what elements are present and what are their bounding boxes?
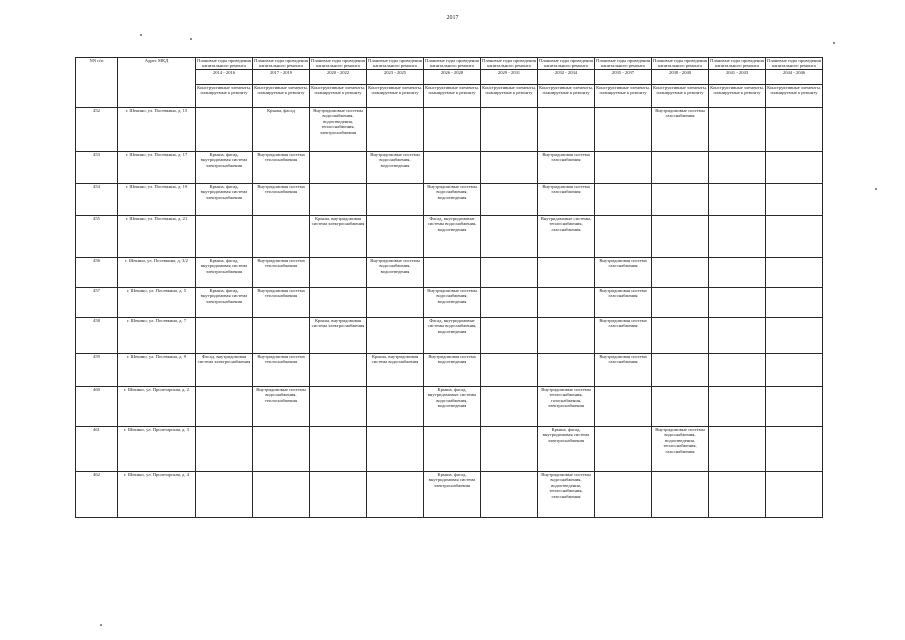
repair-cell: Внутридомовая система газоснабжения [595,258,652,288]
repair-cell [595,216,652,258]
table-row [76,216,823,258]
row-address: г. Шекино, ул. Посевкина, д. 15 [118,108,196,152]
period-label: Плановые годы проведения капитального ремонта [368,58,422,69]
period-range: 2023 - 2025 [367,69,423,75]
repair-cell [367,427,424,472]
period-label: Плановые годы проведения капитального ремонта [596,58,650,69]
repair-cell: Внутридомовая система теплоснабжения [253,152,310,184]
repair-cell: Внутридомовые системы водоснабжения, водоотведения [424,184,481,216]
column-header-period [709,58,766,85]
repair-cell [766,216,823,258]
period-range: 2014 - 2016 [196,69,252,75]
repair-cell [196,216,253,258]
repair-cell [652,152,709,184]
repair-cell: Внутридомовая система водоотведения [424,354,481,387]
period-label: Плановые годы проведения капитального ремонта [539,58,593,69]
repair-cell [709,354,766,387]
row-number: 459 [76,354,118,387]
repair-cell: Крыша, фасад, внутридомовые системы водоснабжения, водоотведения [424,387,481,427]
table-row [76,387,823,427]
repair-cell [196,108,253,152]
period-label: Плановые годы проведения капитального ремонта [767,58,821,69]
repair-cell [310,288,367,318]
repair-cell [253,427,310,472]
repair-cell: Внутридомовая система газоснабжения [595,318,652,354]
repair-cell: Внутридомовая система газоснабжения [538,152,595,184]
scan-speck [875,188,877,190]
repair-cell [310,387,367,427]
repair-cell [595,184,652,216]
repair-cell [652,184,709,216]
row-number: 456 [76,258,118,288]
repair-cell [538,354,595,387]
repair-cell [652,387,709,427]
repair-cell [766,108,823,152]
table-row [76,354,823,387]
period-range: 2041 - 2043 [709,69,765,75]
column-header-components: Конструктивные элементы, планируемые к ремонту [538,85,595,108]
repair-cell [196,387,253,427]
repair-cell [481,216,538,258]
repair-cell [766,354,823,387]
column-header-period [367,58,424,85]
row-number: 462 [76,472,118,518]
row-address: г. Шекино, ул. Посевкина, д. 5 [118,288,196,318]
repair-cell [538,318,595,354]
column-header-components: Конструктивные элементы, планируемые к ремонту [481,85,538,108]
repair-cell [310,184,367,216]
repair-cell [481,318,538,354]
repair-cell [766,427,823,472]
column-header-components: Конструктивные элементы, планируемые к ремонту [310,85,367,108]
period-label: Плановые годы проведения капитального ремонта [482,58,536,69]
column-header-components: Конструктивные элементы, планируемые к ремонту [766,85,823,108]
row-number: 461 [76,427,118,472]
period-label: Плановые годы проведения капитального ремонта [311,58,365,69]
repair-cell: Фасад, внутридомовые системы водоснабжения, водоотведения [424,216,481,258]
repair-cell [253,472,310,518]
repair-cell: Внутридомовые системы водоснабжения, водоотведения [367,152,424,184]
repair-cell [766,387,823,427]
row-number: 454 [76,184,118,216]
row-address: г. Шекино, ул. Посевкина, д. 17 [118,152,196,184]
repair-cell: Внутридомовая система теплоснабжения [253,258,310,288]
repair-cell: Крыша, внутридомовая система электроснабжения [310,318,367,354]
table-row [76,288,823,318]
period-range: 2020 - 2022 [310,69,366,75]
repair-cell [595,472,652,518]
period-label: Плановые годы проведения капитального ремонта [254,58,308,69]
period-label: Плановые годы проведения капитального ремонта [710,58,764,69]
column-header-components: Конструктивные элементы, планируемые к ремонту [709,85,766,108]
repair-cell [367,288,424,318]
repair-cell [652,216,709,258]
repair-cell [253,318,310,354]
repair-cell: Фасад, внутридомовая система электроснабжения [196,354,253,387]
repair-cell [538,288,595,318]
repair-cell: Внутридомовая система теплоснабжения [253,354,310,387]
column-header-period [652,58,709,85]
repair-cell: Крыша, внутридомовая система водоснабжения [367,354,424,387]
repair-cell [709,258,766,288]
row-number: 457 [76,288,118,318]
column-header-period [538,58,595,85]
repair-cell: Внутридомовые системы газоснабжения [652,108,709,152]
period-label: Плановые годы проведения капитального ремонта [425,58,479,69]
table-row [76,184,823,216]
repair-cell: Внутридомовые системы водоснабжения, водоотведения, теплоснабжения, электроснабжения [310,108,367,152]
repair-cell [709,472,766,518]
row-number: 458 [76,318,118,354]
repair-cell: Крыша, фасад, внутридомовая система электроснабжения [196,258,253,288]
row-address: г. Шекино, ул. Посевкина, д. 3/2 [118,258,196,288]
row-number: 455 [76,216,118,258]
period-label: Плановые годы проведения капитального ремонта [653,58,707,69]
row-address: г. Шекино, ул. Пролетарская, д. 3 [118,427,196,472]
repair-cell [766,288,823,318]
repair-cell [481,108,538,152]
repair-cell [709,387,766,427]
table-row [76,318,823,354]
row-number: 452 [76,108,118,152]
repair-cell: Фасад, внутридомовые системы водоснабжения, водоотведения [424,318,481,354]
row-address: г. Шекино, ул. Посевкина, д. 21 [118,216,196,258]
repair-cell [709,184,766,216]
repair-cell [196,472,253,518]
repair-cell [481,184,538,216]
column-header-components: Конструктивные элементы, планируемые к ремонту [253,85,310,108]
repair-cell [709,152,766,184]
repair-cell [766,318,823,354]
column-header-components: Конструктивные элементы, планируемые к ремонту [595,85,652,108]
repair-cell [766,258,823,288]
repair-cell [367,472,424,518]
repair-cell: Крыша, внутридомовая система электроснабжения [310,216,367,258]
repair-cell [709,318,766,354]
row-number: 453 [76,152,118,184]
repair-cell [481,354,538,387]
repair-cell: Внутридомовые системы водоснабжения, водоотведения, теплоснабжения, газоснабжения [652,427,709,472]
column-header-nn: NN п/п [76,58,118,108]
scan-speck [140,34,142,36]
repair-cell [310,152,367,184]
repair-cell: Внутридомовая система газоснабжения [595,288,652,318]
repair-cell: Внутридомовые системы водоснабжения, теплоснабжения [253,387,310,427]
repair-cell: Внутридомовые системы теплоснабжения, газоснабжения, электроснабжения [538,387,595,427]
repair-cell [310,258,367,288]
repair-cell: Внутридомовая система газоснабжения [595,354,652,387]
repair-cell [253,216,310,258]
repair-cell: Внутридомовые системы водоснабжения, водоотведения, теплоснабжения, газоснабжения [538,472,595,518]
row-address: г. Шекино, ул. Пролетарская, д. 2 [118,387,196,427]
repair-cell: Крыша, фасад, внутридомовая система электроснабжения [196,152,253,184]
repair-cell [595,152,652,184]
table-row [76,152,823,184]
repair-cell [367,216,424,258]
column-header-components: Конструктивные элементы, планируемые к ремонту [196,85,253,108]
repair-cell: Крыша, фасад, внутридомовая система электроснабжения [196,184,253,216]
repair-cell [652,288,709,318]
table-row [76,108,823,152]
repair-cell [310,354,367,387]
row-address: г. Шекино, ул. Посевкина, д. 7 [118,318,196,354]
repair-cell: Внутридомовая система газоснабжения [538,184,595,216]
repair-cell: Внутридомовые системы водоснабжения, водоотведения [424,288,481,318]
page-number: 2017 [446,15,459,21]
repair-cell [766,184,823,216]
period-range: 2029 - 2031 [481,69,537,75]
repair-cell [652,258,709,288]
row-number: 460 [76,387,118,427]
scan-speck [190,38,192,40]
repair-cell [424,427,481,472]
repair-cell [652,354,709,387]
period-label: Плановые годы проведения капитального ремонта [197,58,251,69]
scan-speck [833,42,835,44]
column-header-period [196,58,253,85]
repair-cell [538,108,595,152]
column-header-period [424,58,481,85]
repair-cell [481,427,538,472]
table-row [76,472,823,518]
repair-cell [424,152,481,184]
period-range: 2026 - 2028 [424,69,480,75]
repair-cell: Внутридомовая система теплоснабжения [253,184,310,216]
repair-cell [709,427,766,472]
column-header-address: Адрес МКД [118,58,196,108]
repair-cell [424,108,481,152]
repair-cell [424,258,481,288]
repair-cell [310,427,367,472]
repair-cell [709,288,766,318]
repair-cell [766,152,823,184]
period-range: 2035 - 2037 [595,69,651,75]
column-header-period [481,58,538,85]
period-range: 2044 - 2046 [766,69,822,75]
capital-repair-plan-table [75,57,823,518]
repair-cell [481,387,538,427]
column-header-period [595,58,652,85]
repair-cell: Крыша, фасад, внутридомовая система электроснабжения [424,472,481,518]
repair-cell [367,387,424,427]
column-header-components: Конструктивные элементы, планируемые к ремонту [367,85,424,108]
column-header-components: Конструктивные элементы, планируемые к ремонту [424,85,481,108]
column-header-period [310,58,367,85]
column-header-components: Конструктивные элементы, планируемые к ремонту [652,85,709,108]
repair-cell [652,472,709,518]
row-address: г. Шекино, ул. Посевкина, д. 19 [118,184,196,216]
repair-cell: Крыша, фасад, внутридомовая система электроснабжения [538,427,595,472]
period-range: 2038 - 2040 [652,69,708,75]
period-range: 2017 - 2019 [253,69,309,75]
column-header-period [766,58,823,85]
repair-cell [196,318,253,354]
repair-cell [709,108,766,152]
repair-cell: Крыша, фасад, внутридомовая система электроснабжения [196,288,253,318]
repair-cell: Внутридомовая система теплоснабжения [253,288,310,318]
repair-cell [766,472,823,518]
column-header-period [253,58,310,85]
repair-cell [367,108,424,152]
repair-cell [595,427,652,472]
repair-cell [367,318,424,354]
repair-cell [196,427,253,472]
repair-cell [481,152,538,184]
repair-cell: Крыша, фасад [253,108,310,152]
repair-cell [595,387,652,427]
repair-cell [481,472,538,518]
row-address: г. Шекино, ул. Посевкина, д. 9 [118,354,196,387]
row-address: г. Шекино, ул. Пролетарская, д. 4 [118,472,196,518]
repair-cell [481,288,538,318]
repair-cell: Внутридомовые системы, теплоснабжения, газоснабжения [538,216,595,258]
repair-cell [538,258,595,288]
table-row [76,427,823,472]
table-row [76,258,823,288]
period-range: 2032 - 2034 [538,69,594,75]
repair-cell [367,184,424,216]
repair-cell [481,258,538,288]
repair-cell [310,472,367,518]
repair-cell [652,318,709,354]
repair-cell: Внутридомовые системы водоснабжения, водоотведения [367,258,424,288]
repair-cell [595,108,652,152]
scan-speck [100,624,102,626]
repair-cell [709,216,766,258]
